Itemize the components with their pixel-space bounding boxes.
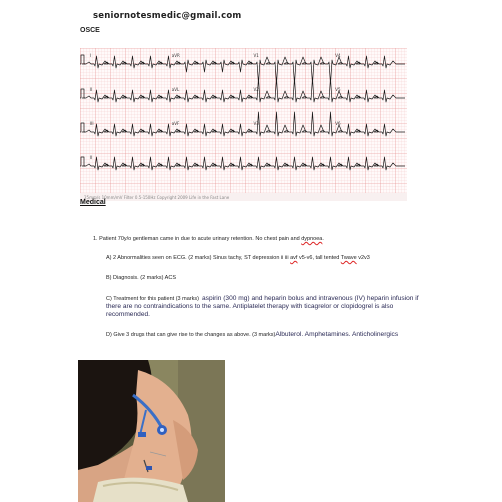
lead-label: V1	[253, 53, 259, 58]
item-a-mid: v5-v6, tall tented	[297, 255, 341, 261]
question-end: .	[322, 236, 324, 242]
item-d-answer: Albuterol. Amphetamines. Anticholinergics	[275, 331, 399, 338]
item-c-text: C) Treatment for this patient (3 marks)	[106, 296, 199, 302]
patient-photo	[78, 360, 225, 502]
lead-label: II	[90, 87, 93, 92]
lead-label: V6	[335, 121, 341, 126]
item-a	[106, 254, 436, 262]
item-d-text: D) Give 3 drugs that can give rise to the changes as above. (3 marks)	[106, 332, 276, 338]
ecg-image	[80, 48, 407, 201]
lead-label: V4	[335, 53, 341, 58]
lead-label: aVL	[171, 87, 180, 92]
item-a-flag2: Twave	[340, 255, 357, 261]
question-body: 1. Patient 70y/o gentleman came in due to acute urinary retention. No chest pain and	[93, 236, 302, 242]
item-a-text: A) 2 Abnormalities seen on ECG. (2 marks) Sinus tachy, ST depression ii iii	[106, 255, 291, 261]
item-d	[106, 331, 446, 339]
item-a-flag1: avf	[290, 255, 298, 261]
ecg-footer: 25mm/s 10mm/mV Filter 0.5-150Hz Copyright 2009 Life in the Fast Lane	[84, 195, 230, 200]
item-b: B) Diagnosis. (2 marks) ACS	[106, 275, 176, 281]
lead-label: aVF	[171, 121, 180, 126]
item-c-answer: aspirin (300 mg) and heparin bolus and intravenous (IV) heparin infusion if there are no contraindications to the same. Antiplatelet therapy with ticagrelor or clopidogrel is also recommended.	[106, 295, 419, 318]
question-text	[93, 236, 324, 242]
spell-flagged-word: dypnoea	[301, 236, 323, 242]
page-title: OSCE	[80, 27, 100, 34]
lead-label: II	[90, 155, 93, 160]
item-a-end: v2v3	[356, 255, 370, 261]
lead-label: V5	[335, 87, 341, 92]
item-c	[106, 295, 431, 319]
section-heading: Medical	[80, 199, 106, 206]
lead-label: I	[90, 53, 92, 58]
lead-label: aVR	[171, 53, 180, 58]
email-address: seniornotesmedic@gmail.com	[93, 11, 242, 21]
lead-label: III	[90, 121, 94, 126]
ecg-strip	[80, 48, 407, 201]
patient-neck-image	[78, 360, 225, 502]
lead-label: V2	[253, 87, 259, 92]
lead-label: V3	[253, 121, 259, 126]
